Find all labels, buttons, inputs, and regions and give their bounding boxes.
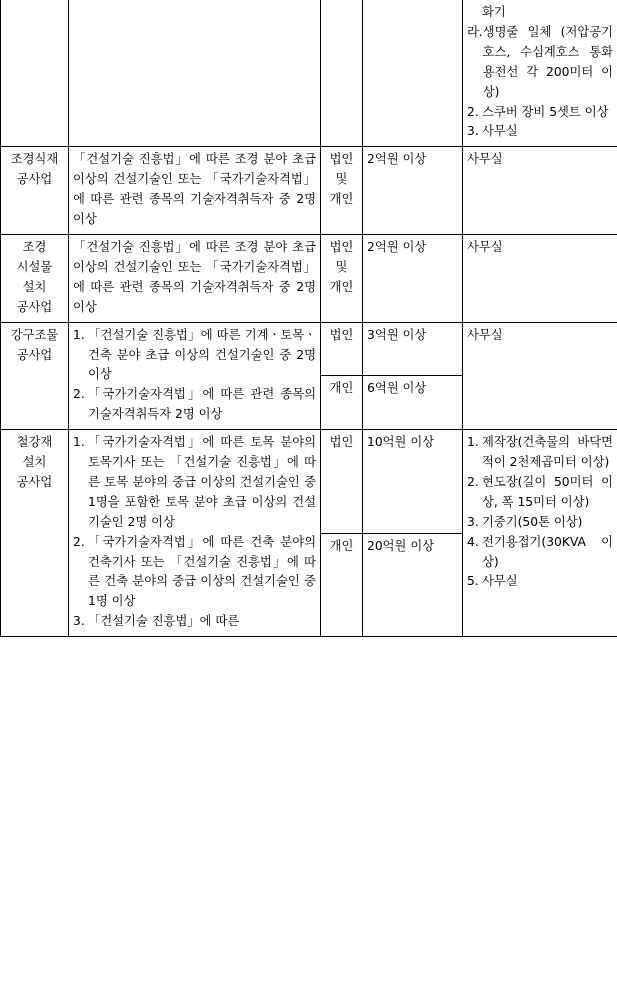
category-line: 설치 [22,455,47,470]
tech-cell [69,322,321,430]
category-line: 강구조물 [10,327,59,342]
list-marker: 5. [467,574,479,589]
category-cell [1,147,69,235]
category-line: 시설물 [16,259,53,274]
capital-type-cell [321,234,363,322]
capital-type-cell [321,147,363,235]
list-marker: 3. [73,614,85,629]
tech-cell [69,0,321,147]
capital-cell: 2억원 이상 [363,234,463,322]
list-marker: 1. [467,435,479,450]
list-text: 전기용접기(30KVA 이상) [482,534,613,569]
list-marker: 4. [467,534,479,549]
list-marker: 2. [467,474,479,489]
capital-type-cell: 개인 [321,376,363,430]
tech-cell [69,234,321,322]
list-text: 제작장(건축물의 바닥면적이 2천제곱미터 이상) [482,435,613,470]
facility-cell [463,0,617,147]
category-cell [1,234,69,322]
category-cell [1,430,69,637]
list-text: 사무실 [482,574,518,589]
list-text: 기중기(50톤 이상) [482,514,583,529]
capital-cell [363,0,463,147]
category-cell [1,0,69,147]
list-marker: 1. [73,435,85,450]
list-marker: 2. [467,104,479,119]
category-cell [1,322,69,430]
list-text: 「건설기술 진흥법」에 따른 [88,614,240,629]
list-marker: 1. [73,327,85,342]
table-row [1,322,617,376]
category-line: 공사업 [16,299,53,314]
capital-cell: 6억원 이상 [363,376,463,430]
category-line: 공사업 [16,172,53,187]
facility-cell: 사무실 [463,147,617,235]
capital-type-line: 개인 [329,192,354,207]
list-text: 「국가기술자격법」에 따른 관련 종목의 기술자격취득자 2명 이상 [88,387,316,422]
tech-text: 「건설기술 진흥법」에 따른 조경 분야 초급 이상의 건설기술인 또는 「국가기술자격법」에 따른 관련 종목의 기술자격취득자 중 2명 이상 [73,239,316,314]
capital-type-cell: 법인 [321,322,363,376]
capital-type-line: 개인 [329,279,354,294]
capital-cell: 3억원 이상 [363,322,463,376]
list-text: 화기 [482,5,506,19]
category-line: 공사업 [16,347,53,362]
category-line: 공사업 [16,474,53,489]
table-row [1,234,617,322]
list-text: 「건설기술 진흥법」에 따른 기계ㆍ토목ㆍ건축 분야 초급 이상의 건설기술인 중 2명 이상 [88,327,316,382]
list-text: 현도장(길이 50미터 이상, 폭 15미터 이상) [482,474,613,509]
capital-type-line: 및 [335,172,348,187]
list-marker: 2. [73,534,85,549]
table-row [1,147,617,235]
capital-type-cell [321,0,363,147]
tech-text: 「건설기술 진흥법」에 따른 조경 분야 초급 이상의 건설기술인 또는 「국가기술자격법」에 따른 관련 종목의 기술자격취득자 중 2명 이상 [73,152,316,227]
category-line: 조경 [22,239,47,254]
list-text: 사무실 [482,124,518,139]
capital-cell: 20억원 이상 [363,533,463,637]
tech-cell [69,430,321,637]
list-text: 생명줄 일체 (저압공기호스, 수심계호스 통화용전선 각 200미터 이상) [482,24,613,99]
table-row [1,430,617,534]
facility-cell: 사무실 [463,234,617,322]
capital-type-line: 법인 [329,239,354,254]
list-text: 「국가기술자격법」에 따른 토목 분야의 토목기사 또는 「건설기술 진흥법」에 따른 토목 분야의 중급 이상의 건설기술인 중 1명을 포함한 토목 분야 초급 이상의 건설기술인 2명 이상 [88,435,316,529]
table-row [1,0,617,147]
list-marker: 2. [73,387,85,402]
capital-type-line: 및 [335,259,348,274]
facility-cell: 사무실 [463,322,617,430]
tech-cell [69,147,321,235]
capital-cell: 10억원 이상 [363,430,463,534]
list-marker: 라. [467,24,483,39]
category-line: 설치 [22,279,47,294]
capital-cell: 2억원 이상 [363,147,463,235]
list-text: 스쿠버 장비 5셋트 이상 [482,104,609,119]
list-marker: 3. [467,514,479,529]
list-marker: 3. [467,124,479,139]
category-line: 철강재 [16,435,53,450]
capital-type-cell: 개인 [321,533,363,637]
capital-type-cell: 법인 [321,430,363,534]
category-line: 조경식재 [10,152,59,167]
capital-type-line: 법인 [329,152,354,167]
facility-cell [463,430,617,637]
list-text: 「국가기술자격법」에 따른 건축 분야의 건축기사 또는 「건설기술 진흥법」에 따른 건축 분야의 중급 이상의 건설기술인 중 1명 이상 [88,534,316,609]
